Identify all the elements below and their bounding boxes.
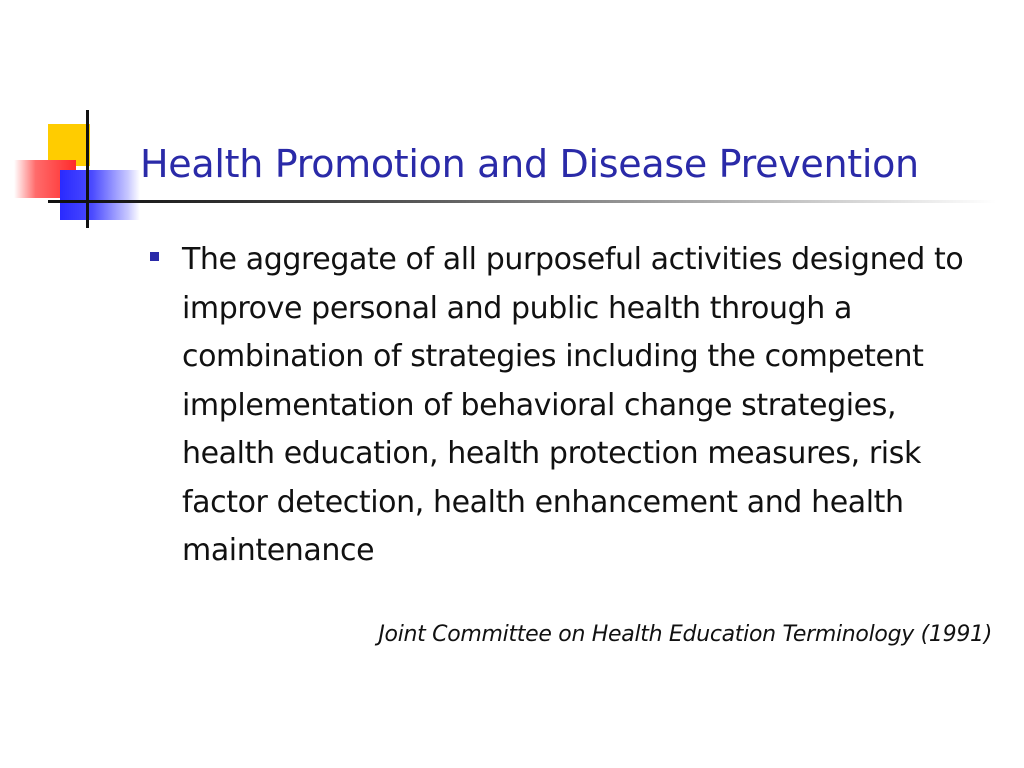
square-bullet-icon — [150, 252, 159, 261]
blue-square — [60, 170, 140, 220]
horizontal-rule-left — [48, 200, 88, 203]
citation: Joint Committee on Health Education Terminology (1991) — [378, 622, 992, 647]
vertical-rule — [86, 110, 89, 228]
slide-title: Health Promotion and Disease Prevention — [140, 142, 919, 186]
bullet-text: The aggregate of all purposeful activities designed to improve personal and public health through a combination of strategies including the competent implementation of behavioral change strategies, health education, health protection measures, risk factor detection, health enhancement and health maintenance — [182, 242, 964, 568]
title-underline — [86, 200, 996, 203]
corner-decoration — [0, 0, 160, 240]
bullet-item — [150, 236, 990, 576]
